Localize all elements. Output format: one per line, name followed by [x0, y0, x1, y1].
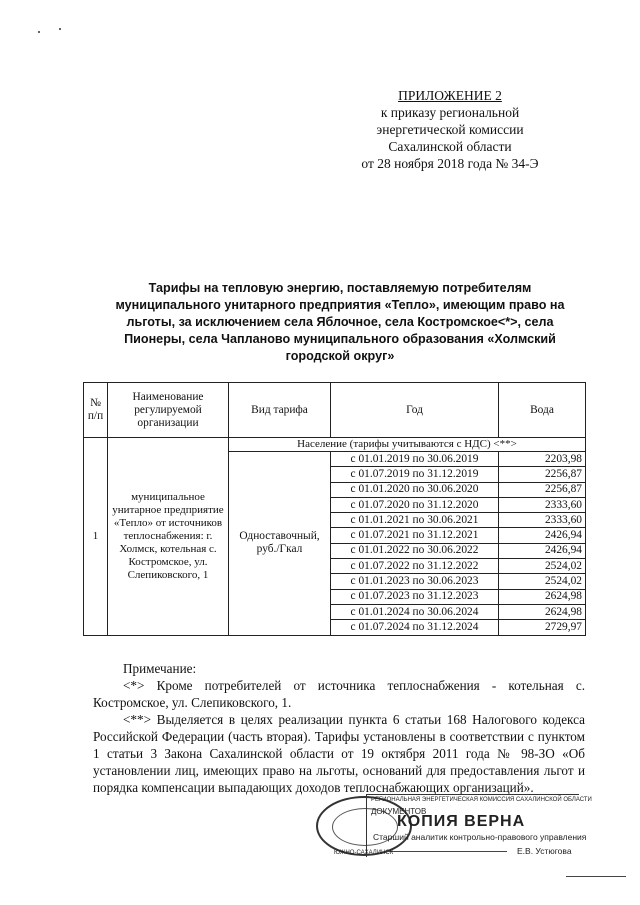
appendix-line: Сахалинской области — [388, 139, 512, 154]
period-cell: с 01.01.2021 по 30.06.2021 — [331, 513, 499, 528]
value-cell: 2524,02 — [499, 574, 586, 589]
signature-line — [387, 851, 507, 852]
footer-line — [566, 876, 626, 877]
scan-speck — [59, 28, 61, 30]
appendix-line: энергетической комиссии — [376, 122, 524, 137]
appendix-line: к приказу региональной — [380, 105, 520, 120]
value-cell: 2256,87 — [499, 467, 586, 482]
period-cell: с 01.07.2021 по 31.12.2021 — [331, 528, 499, 543]
stamp-box — [366, 794, 592, 857]
group-row — [84, 438, 586, 452]
value-cell: 2333,60 — [499, 497, 586, 512]
notes-heading: Примечание: — [123, 661, 197, 676]
period-cell: с 01.01.2019 по 30.06.2019 — [331, 452, 499, 467]
row-number: 1 — [84, 438, 108, 636]
value-cell: 2203,98 — [499, 452, 586, 467]
certified-copy-stamp — [316, 794, 592, 860]
header-water: Вода — [499, 383, 586, 438]
note-2: <**> Выделяется в целях реализации пункта 6 статьи 168 Налогового кодекса Российской Федерации (часть вторая). Тарифы установлены в соответствии с пунктом 1 статьи 3 Закона Сахалинской области от 19 октября 2011 года № 98-ЗО «Об установлении лиц, имеющих право на льготы, оснований для предоставления льгот и порядка компенсации выпадающих доходов теплоснабжающих организаций». — [93, 712, 585, 795]
stamp-docs: ДОКУМЕНТОВ — [371, 807, 427, 816]
period-cell: с 01.01.2022 по 30.06.2022 — [331, 543, 499, 558]
header-num: № п/п — [84, 383, 108, 438]
value-cell: 2426,94 — [499, 543, 586, 558]
value-cell: 2729,97 — [499, 620, 586, 635]
value-cell: 2624,98 — [499, 589, 586, 604]
header-year: Год — [331, 383, 499, 438]
stamp-position: Старший аналитик контрольно-правового управления — [373, 832, 587, 842]
stamp-signer-name: Е.В. Устюгова — [517, 846, 572, 856]
period-cell: с 01.07.2022 по 31.12.2022 — [331, 559, 499, 574]
appendix-block — [330, 87, 570, 172]
scan-speck — [38, 31, 40, 33]
period-cell: с 01.07.2020 по 31.12.2020 — [331, 497, 499, 512]
organization-cell: муниципальное унитарное предприятие «Тепло» от источников теплоснабжения: г. Холмск, котельная с. Костромское, ул. Слепиковского, 1 — [108, 438, 229, 636]
tariff-table — [83, 382, 586, 636]
period-cell: с 01.01.2023 по 30.06.2023 — [331, 574, 499, 589]
value-cell: 2624,98 — [499, 604, 586, 619]
period-cell: с 01.07.2024 по 31.12.2024 — [331, 620, 499, 635]
header-organization: Наименование регулируемой организации — [108, 383, 229, 438]
value-cell: 2524,02 — [499, 559, 586, 574]
notes-section — [93, 660, 585, 796]
document-title: Тарифы на тепловую энергию, поставляемую потребителям муниципального унитарного предприятия «Тепло», имеющим право на льготы, за исключением села Яблочное, села Костромское<*>, села Пионеры, села Чапланово муниципального образования «Холмский городской округ» — [115, 281, 565, 363]
period-cell: с 01.07.2019 по 31.12.2019 — [331, 467, 499, 482]
value-cell: 2333,60 — [499, 513, 586, 528]
stamp-main-text: КОПИЯ ВЕРНА — [397, 813, 526, 830]
table-body — [84, 438, 586, 636]
stamp-org: РЕГИОНАЛЬНАЯ ЭНЕРГЕТИЧЕСКАЯ КОМИССИЯ САХАЛИНСКОЙ ОБЛАСТИ — [371, 797, 592, 803]
appendix-heading: ПРИЛОЖЕНИЕ 2 — [398, 88, 502, 103]
period-cell: с 01.01.2020 по 30.06.2020 — [331, 482, 499, 497]
note-1: <*> Кроме потребителей от источника теплоснабжения - котельная с. Костромское, ул. Слепиковского, 1. — [93, 678, 585, 710]
header-tariff-type: Вид тарифа — [229, 383, 331, 438]
appendix-line: от 28 ноября 2018 года № 34-Э — [361, 156, 539, 171]
group-label: Население (тарифы учитываются с НДС) <**> — [229, 438, 586, 452]
tariff-type-cell: Одноставочный, руб./Гкал — [229, 452, 331, 636]
value-cell: 2256,87 — [499, 482, 586, 497]
stamp-city: ЮЖНО-САХАЛИНСК — [334, 850, 394, 856]
period-cell: с 01.01.2024 по 30.06.2024 — [331, 604, 499, 619]
value-cell: 2426,94 — [499, 528, 586, 543]
table-header-row — [84, 383, 586, 438]
period-cell: с 01.07.2023 по 31.12.2023 — [331, 589, 499, 604]
